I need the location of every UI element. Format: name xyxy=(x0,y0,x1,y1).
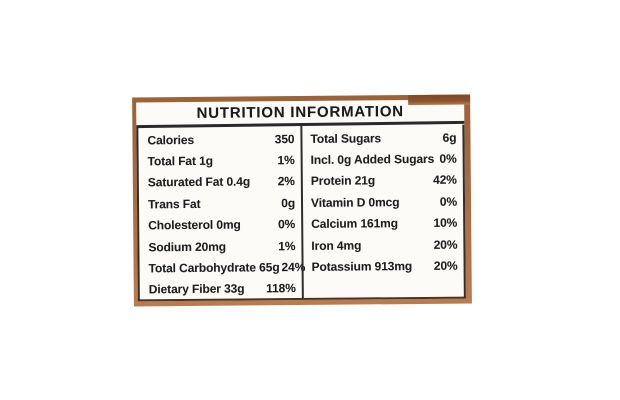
nutrient-row xyxy=(311,234,457,257)
nutrient-name: Cholesterol 0mg xyxy=(148,217,241,233)
nutrient-value: 20% xyxy=(433,258,458,273)
nutrition-table xyxy=(136,125,466,302)
nutrient-name: Sodium 20mg xyxy=(148,239,227,254)
nutrient-value: 2% xyxy=(277,174,295,189)
package-edge-dark-accent xyxy=(408,95,470,106)
nutrient-name: Saturated Fat 0.4g xyxy=(147,174,251,190)
label-paper xyxy=(136,100,466,302)
nutrient-value: 10% xyxy=(433,215,458,231)
nutrient-name: Total Sugars xyxy=(310,130,382,146)
nutrient-value: 20% xyxy=(433,237,458,252)
nutrition-table-right-column xyxy=(300,125,463,298)
nutrient-value: 350 xyxy=(274,131,295,146)
nutrient-name: Total Carbohydrate 65g xyxy=(148,260,280,276)
nutrient-name: Incl. 0g Added Sugars xyxy=(310,151,435,168)
nutrient-name: Dietary Fiber 33g xyxy=(148,281,245,297)
nutrient-row xyxy=(148,192,295,215)
nutrient-value: 118% xyxy=(266,281,296,296)
nutrient-row xyxy=(147,128,294,151)
nutrient-name: Vitamin D 0mcg xyxy=(310,195,400,210)
nutrient-name: Iron 4mg xyxy=(311,238,362,253)
nutrient-name: Calories xyxy=(147,132,195,148)
label-title: NUTRITION INFORMATION xyxy=(196,102,404,122)
nutrient-value: 24% xyxy=(281,260,306,275)
nutrient-value: 0% xyxy=(439,151,457,166)
nutrient-row xyxy=(311,191,457,214)
nutrient-row xyxy=(148,171,295,194)
nutrient-row xyxy=(149,278,296,301)
nutrient-name: Potassium 913mg xyxy=(311,259,413,274)
nutrient-value: 6g xyxy=(442,130,457,145)
nutrient-value: 1% xyxy=(278,238,296,253)
nutrient-row xyxy=(148,256,306,279)
nutrient-value: 42% xyxy=(433,173,457,188)
nutrient-row xyxy=(311,148,457,171)
nutrient-row xyxy=(148,235,295,258)
nutrient-value: 0% xyxy=(277,217,296,232)
nutrient-row xyxy=(311,212,457,235)
nutrient-row xyxy=(148,149,295,172)
nutrition-table-left-column xyxy=(138,126,306,299)
nutrient-name: Trans Fat xyxy=(147,196,201,212)
nutrient-row xyxy=(311,255,457,278)
nutrient-name: Calcium 161mg xyxy=(311,216,399,232)
nutrient-row xyxy=(310,127,456,150)
nutrient-name: Total Fat 1g xyxy=(147,153,213,169)
nutrient-value: 1% xyxy=(277,153,295,168)
nutrition-label xyxy=(132,95,472,307)
nutrient-row xyxy=(311,169,457,192)
nutrient-value: 0% xyxy=(439,194,458,209)
nutrient-value: 0g xyxy=(281,195,296,211)
nutrient-name: Protein 21g xyxy=(310,173,376,189)
nutrient-row xyxy=(148,214,295,237)
